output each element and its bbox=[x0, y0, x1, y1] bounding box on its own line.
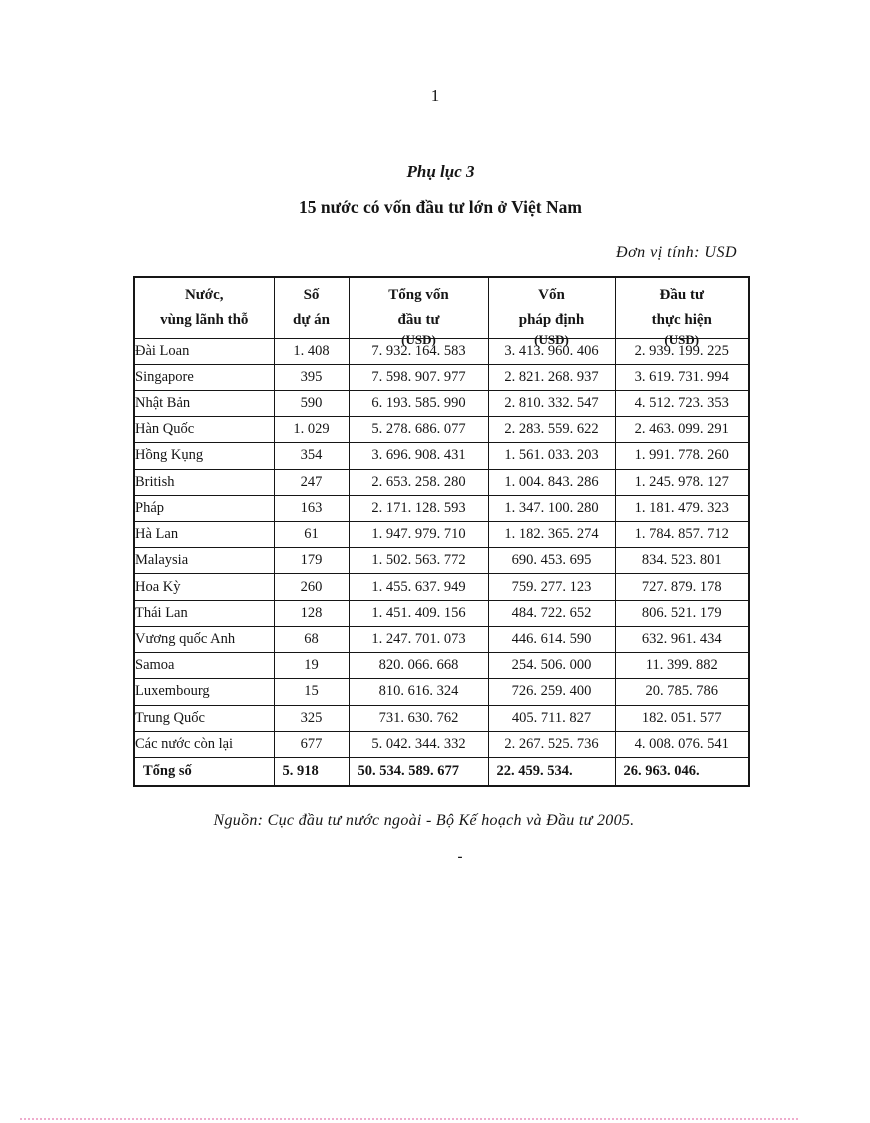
table-row bbox=[134, 390, 749, 416]
value-cell: 1. 029 bbox=[274, 417, 349, 443]
value-cell: 1. 245. 978. 127 bbox=[615, 469, 749, 495]
value-cell: 5. 278. 686. 077 bbox=[349, 417, 488, 443]
table-row bbox=[134, 364, 749, 390]
total-value-cell: 26. 963. 046. bbox=[615, 758, 749, 787]
table-row bbox=[134, 338, 749, 364]
value-cell: 1. 004. 843. 286 bbox=[488, 469, 615, 495]
value-cell: 1. 182. 365. 274 bbox=[488, 522, 615, 548]
country-cell: Hàn Quốc bbox=[134, 417, 274, 443]
value-cell: 325 bbox=[274, 705, 349, 731]
table-row bbox=[134, 600, 749, 626]
value-cell: 1. 455. 637. 949 bbox=[349, 574, 488, 600]
value-cell: 19 bbox=[274, 653, 349, 679]
appendix-title: Phụ lục 3 bbox=[406, 162, 475, 181]
table-row bbox=[134, 522, 749, 548]
country-cell: Luxembourg bbox=[134, 679, 274, 705]
value-cell: 7. 932. 164. 583 bbox=[349, 338, 488, 364]
column-header-line2: đầu tư bbox=[397, 311, 440, 328]
column-header bbox=[349, 277, 488, 347]
value-cell: 1. 784. 857. 712 bbox=[615, 522, 749, 548]
country-cell: Nhật Bản bbox=[134, 390, 274, 416]
column-header-line1: Số bbox=[303, 286, 320, 303]
total-value-cell: 5. 918 bbox=[274, 758, 349, 787]
country-cell: Hồng Kụng bbox=[134, 443, 274, 469]
value-cell: 1. 991. 778. 260 bbox=[615, 443, 749, 469]
clipped-unit-text: (USD) bbox=[664, 331, 700, 347]
value-cell: 354 bbox=[274, 443, 349, 469]
table-row bbox=[134, 574, 749, 600]
table-row bbox=[134, 495, 749, 521]
table-row bbox=[134, 705, 749, 731]
value-cell: 1. 347. 100. 280 bbox=[488, 495, 615, 521]
column-header bbox=[488, 277, 615, 347]
value-cell: 727. 879. 178 bbox=[615, 574, 749, 600]
table-body bbox=[134, 338, 749, 786]
value-cell: 3. 696. 908. 431 bbox=[349, 443, 488, 469]
value-cell: 179 bbox=[274, 548, 349, 574]
value-cell: 4. 512. 723. 353 bbox=[615, 390, 749, 416]
value-cell: 2. 939. 199. 225 bbox=[615, 338, 749, 364]
country-cell: Đài Loan bbox=[134, 338, 274, 364]
value-cell: 810. 616. 324 bbox=[349, 679, 488, 705]
value-cell: 163 bbox=[274, 495, 349, 521]
value-cell: 247 bbox=[274, 469, 349, 495]
total-value-cell: 50. 534. 589. 677 bbox=[349, 758, 488, 787]
country-cell: Trung Quốc bbox=[134, 705, 274, 731]
value-cell: 68 bbox=[274, 626, 349, 652]
value-cell: 806. 521. 179 bbox=[615, 600, 749, 626]
country-cell: Malaysia bbox=[134, 548, 274, 574]
value-cell: 690. 453. 695 bbox=[488, 548, 615, 574]
value-cell: 484. 722. 652 bbox=[488, 600, 615, 626]
value-cell: 4. 008. 076. 541 bbox=[615, 731, 749, 757]
column-header bbox=[274, 277, 349, 338]
column-header bbox=[134, 277, 274, 338]
value-cell: 820. 066. 668 bbox=[349, 653, 488, 679]
value-cell: 2. 171. 128. 593 bbox=[349, 495, 488, 521]
total-value-cell: 22. 459. 534. bbox=[488, 758, 615, 787]
country-cell: Hà Lan bbox=[134, 522, 274, 548]
table-row bbox=[134, 548, 749, 574]
value-cell: 2. 810. 332. 547 bbox=[488, 390, 615, 416]
table-row bbox=[134, 626, 749, 652]
table-row bbox=[134, 443, 749, 469]
value-cell: 15 bbox=[274, 679, 349, 705]
column-header-line1: Nước, bbox=[184, 286, 224, 303]
value-cell: 834. 523. 801 bbox=[615, 548, 749, 574]
table-row bbox=[134, 469, 749, 495]
value-cell: 2. 821. 268. 937 bbox=[488, 364, 615, 390]
unit-note: Đơn vị tính: USD bbox=[616, 244, 737, 261]
value-cell: 1. 451. 409. 156 bbox=[349, 600, 488, 626]
table-row bbox=[134, 731, 749, 757]
clipped-unit-text: (USD) bbox=[534, 331, 569, 347]
value-cell: 1. 502. 563. 772 bbox=[349, 548, 488, 574]
value-cell: 20. 785. 786 bbox=[615, 679, 749, 705]
column-header bbox=[615, 277, 749, 347]
value-cell: 182. 051. 577 bbox=[615, 705, 749, 731]
value-cell: 2. 653. 258. 280 bbox=[349, 469, 488, 495]
value-cell: 395 bbox=[274, 364, 349, 390]
column-header-line1: Tổng vốn bbox=[388, 286, 449, 303]
value-cell: 446. 614. 590 bbox=[488, 626, 615, 652]
value-cell: 677 bbox=[274, 731, 349, 757]
column-header-line2: thực hiện bbox=[651, 311, 712, 328]
table-total-row bbox=[134, 758, 749, 787]
clipped-unit-text: (USD) bbox=[401, 331, 436, 347]
country-cell: Hoa Kỳ bbox=[134, 574, 274, 600]
value-cell: 726. 259. 400 bbox=[488, 679, 615, 705]
value-cell: 3. 619. 731. 994 bbox=[615, 364, 749, 390]
value-cell: 254. 506. 000 bbox=[488, 653, 615, 679]
country-cell: Pháp bbox=[134, 495, 274, 521]
investment-table bbox=[133, 276, 750, 787]
country-cell: Thái Lan bbox=[134, 600, 274, 626]
value-cell: 590 bbox=[274, 390, 349, 416]
value-cell: 731. 630. 762 bbox=[349, 705, 488, 731]
value-cell: 260 bbox=[274, 574, 349, 600]
value-cell: 632. 961. 434 bbox=[615, 626, 749, 652]
column-header-line2: dự án bbox=[293, 311, 330, 328]
value-cell: 2. 283. 559. 622 bbox=[488, 417, 615, 443]
value-cell: 128 bbox=[274, 600, 349, 626]
page-number: 1 bbox=[430, 86, 440, 105]
country-cell: Các nước còn lại bbox=[134, 731, 274, 757]
country-cell: Singapore bbox=[134, 364, 274, 390]
value-cell: 1. 181. 479. 323 bbox=[615, 495, 749, 521]
source-note: Nguồn: Cục đầu tư nước ngoài - Bộ Kế hoạch và Đầu tư 2005. bbox=[213, 812, 635, 829]
value-cell: 1. 408 bbox=[274, 338, 349, 364]
page-bottom-dotted-line bbox=[20, 1118, 798, 1120]
table-row bbox=[134, 417, 749, 443]
table-header-row bbox=[134, 277, 749, 338]
column-header-line2: vùng lãnh thỗ bbox=[160, 311, 249, 328]
country-cell: Samoa bbox=[134, 653, 274, 679]
column-header-line2: pháp định bbox=[518, 311, 585, 328]
table-row bbox=[134, 679, 749, 705]
table-row bbox=[134, 653, 749, 679]
value-cell: 1. 947. 979. 710 bbox=[349, 522, 488, 548]
value-cell: 759. 277. 123 bbox=[488, 574, 615, 600]
table-title: 15 nước có vốn đầu tư lớn ở Việt Nam bbox=[299, 197, 582, 217]
value-cell: 11. 399. 882 bbox=[615, 653, 749, 679]
value-cell: 3. 413. 960. 406 bbox=[488, 338, 615, 364]
footer-dash: - bbox=[457, 849, 463, 865]
value-cell: 5. 042. 344. 332 bbox=[349, 731, 488, 757]
value-cell: 2. 267. 525. 736 bbox=[488, 731, 615, 757]
value-cell: 7. 598. 907. 977 bbox=[349, 364, 488, 390]
total-label-cell: Tổng số bbox=[134, 758, 274, 787]
value-cell: 405. 711. 827 bbox=[488, 705, 615, 731]
country-cell: British bbox=[134, 469, 274, 495]
value-cell: 1. 561. 033. 203 bbox=[488, 443, 615, 469]
value-cell: 6. 193. 585. 990 bbox=[349, 390, 488, 416]
value-cell: 61 bbox=[274, 522, 349, 548]
value-cell: 1. 247. 701. 073 bbox=[349, 626, 488, 652]
value-cell: 2. 463. 099. 291 bbox=[615, 417, 749, 443]
column-header-line1: Đầu tư bbox=[659, 286, 704, 303]
country-cell: Vương quốc Anh bbox=[134, 626, 274, 652]
column-header-line1: Vốn bbox=[538, 286, 565, 303]
